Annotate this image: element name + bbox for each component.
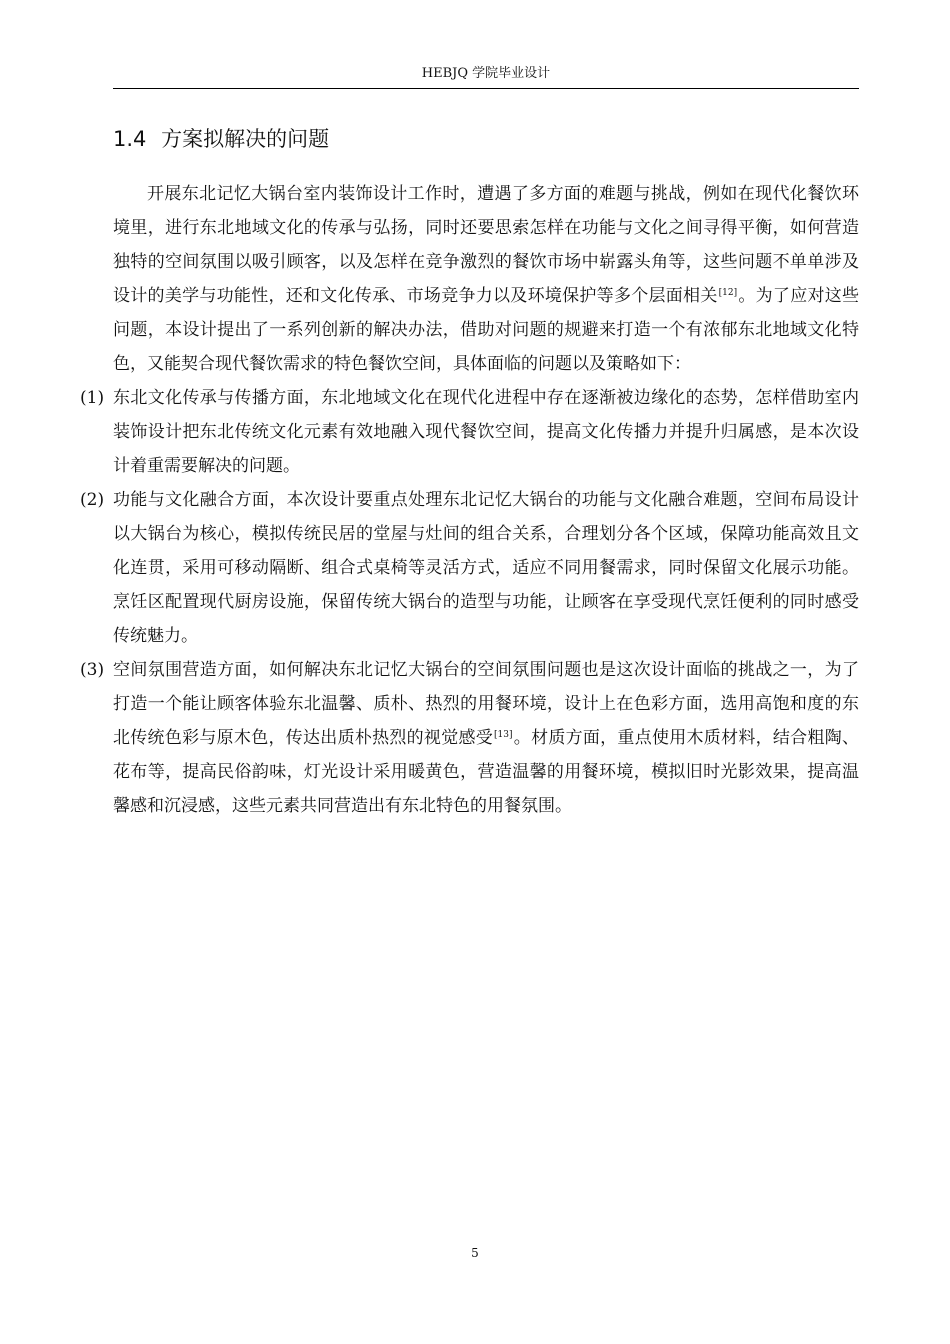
list-marker: (2): [80, 490, 105, 510]
section-title: 方案拟解决的问题: [161, 127, 330, 151]
section-number: 1.4: [113, 127, 147, 151]
list-marker: (3): [80, 660, 105, 680]
list-item-3: [80, 653, 859, 823]
intro-text-a: 开展东北记忆大锅台室内装饰设计工作时，遭遇了多方面的难题与挑战，例如在现代化餐饮环境里，进行东北地域文化的传承与弘扬，同时还要思索怎样在功能与文化之间寻得平衡，如何营造独特的空间氛围以吸引顾客，以及怎样在竞争激烈的餐饮市场中崭露头角等，这些问题不单单涉及设计的美学与功能性，还和文化传承、市场竞争力以及环境保护等多个层面相关: [113, 184, 859, 306]
list-marker: (1): [80, 388, 105, 408]
intro-text-b: 。为了应对这些问题，本设计提出了一系列创新的解决办法，借助对问题的规避来打造一个有浓郁东北地域文化特色，又能契合现代餐饮需求的特色餐饮空间，具体面临的问题以及策略如下：: [113, 286, 860, 374]
header-text: HEBJQ 学院毕业设计: [421, 66, 551, 81]
page-number: 5: [471, 1246, 479, 1260]
list-item-text-b: 。材质方面，重点使用木质材料，结合粗陶、花布等，提高民俗韵味，灯光设计采用暖黄色，营造温馨的用餐环境，模拟旧时光影效果，提高温馨感和沉浸感，这些元素共同营造出有东北特色的用餐氛围。: [113, 728, 859, 816]
list-item-2: [80, 483, 859, 653]
list-item-1: [80, 381, 859, 483]
list-item-text-a: 空间氛围营造方面，如何解决东北记忆大锅台的空间氛围问题也是这次设计面临的挑战之一，为了打造一个能让顾客体验东北温馨、质朴、热烈的用餐环境，设计上在色彩方面，选用高饱和度的东北传统色彩与原木色，传达出质朴热烈的视觉感受: [113, 660, 859, 748]
list-item-text: 东北文化传承与传播方面，东北地域文化在现代化进程中存在逐渐被边缘化的态势，怎样借助室内装饰设计把东北传统文化元素有效地融入现代餐饮空间，提高文化传播力并提升归属感，是本次设计着重需要解决的问题。: [113, 388, 859, 476]
body-text: [80, 177, 860, 823]
list-item-text: 功能与文化融合方面，本次设计要重点处理东北记忆大锅台的功能与文化融合难题，空间布局设计以大锅台为核心，模拟传统民居的堂屋与灶间的组合关系，合理划分各个区域，保障功能高效且文化连贯，采用可移动隔断、组合式桌椅等灵活方式，适应不同用餐需求，同时保留文化展示功能。烹饪区配置现代厨房设施，保留传统大锅台的造型与功能，让顾客在享受现代烹饪便利的同时感受传统魅力。: [113, 490, 859, 646]
citation-13: [13]: [494, 730, 513, 740]
page-header: [113, 64, 859, 89]
citation-12: [12]: [718, 288, 738, 298]
section-heading: [113, 124, 329, 154]
intro-paragraph: [113, 177, 859, 381]
